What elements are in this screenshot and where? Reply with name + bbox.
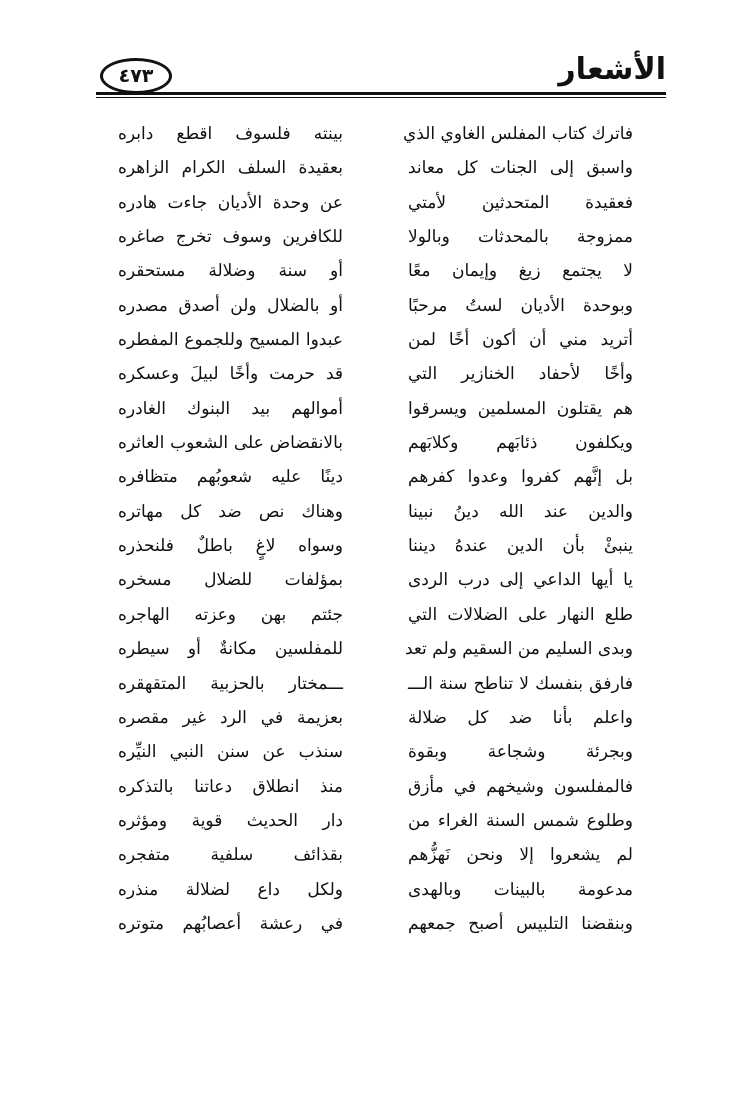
header-rule-thin — [96, 97, 666, 98]
verse-second-hemistich: جئتم بهن وعزته الهاجره — [118, 604, 343, 625]
verse-line — [118, 153, 633, 187]
verse-line — [118, 909, 633, 943]
verse-first-hemistich: هم يقتلون المسلمين ويسرقوا — [408, 398, 633, 419]
verse-second-hemistich: عن وحدة الأديان جاءت هادره — [118, 192, 343, 213]
verse-first-hemistich: وبجرئة وشجاعة وبقوة — [408, 742, 633, 763]
verse-first-hemistich: واعلم بأنا ضد كل ضلالة — [408, 707, 633, 728]
verse-line — [118, 531, 633, 565]
verse-second-hemistich: وهناك نص ضد كل مهاتره — [118, 501, 343, 522]
verse-second-hemistich: للكافرين وسوف تخرج صاغره — [118, 227, 343, 248]
verse-first-hemistich: بل إنَّهم كفروا وعدوا كفرهم — [408, 467, 633, 488]
verse-first-hemistich: وأخًا لأحفاد الخنازير التي — [408, 364, 633, 385]
verse-second-hemistich: دار الحديث قوية ومؤثره — [118, 810, 343, 831]
header-rule-thick — [96, 92, 666, 95]
chapter-title: الأشعار — [558, 52, 666, 87]
verse-first-hemistich: وبوحدة الأديان لستُ مرحبًا — [408, 295, 633, 316]
verse-second-hemistich: ـــمختار بالحزبية المتقهقره — [118, 673, 343, 694]
verse-line — [118, 737, 633, 771]
verse-line — [118, 359, 633, 393]
verse-line — [118, 634, 633, 668]
verse-first-hemistich: لم يشعروا إلا ونحن نَهزُّهم — [408, 845, 633, 866]
verse-line — [118, 428, 633, 462]
verse-first-hemistich: والدين عند الله دينُ نبينا — [408, 501, 633, 522]
verse-first-hemistich: واسبق إلى الجنات كل معاند — [408, 158, 633, 179]
verse-second-hemistich: سنذب عن سنن النبي النيِّره — [118, 742, 343, 763]
verse-line — [118, 703, 633, 737]
verse-first-hemistich: مدعومة بالبينات وبالهدى — [408, 879, 633, 900]
verse-first-hemistich: لا يجتمع زيغ وإيمان معًا — [408, 261, 633, 282]
verse-first-hemistich: وبنقضنا التلبيس أصبح جمعهم — [408, 913, 633, 934]
verse-second-hemistich: ولكل داع لضلالة منذره — [118, 879, 343, 900]
verse-first-hemistich: وطلوع شمس السنة الغراء من — [408, 810, 633, 831]
verse-line — [118, 565, 633, 599]
verse-line — [118, 875, 633, 909]
verse-line — [118, 669, 633, 703]
verse-second-hemistich: بعقيدة السلف الكرام الزاهره — [118, 158, 343, 179]
verse-second-hemistich: في رعشة أعصابُهم متوتره — [118, 913, 343, 934]
verse-first-hemistich: فاترك كتاب المفلس الغاوي الذي — [402, 124, 633, 144]
verse-first-hemistich: ممزوجة بالمحدثات وبالولا — [408, 227, 633, 248]
verse-line — [118, 256, 633, 290]
verse-line — [118, 291, 633, 325]
verse-first-hemistich: فعقيدة المتحدثين لأمتي — [408, 192, 633, 213]
verse-second-hemistich: بمؤلفات للضلال مسخره — [118, 570, 343, 591]
verse-second-hemistich: دينًا عليه شعوبُهم متظافره — [118, 467, 343, 488]
verse-second-hemistich: قد حرمت وأخًا لبيلَ وعسكره — [118, 364, 343, 385]
verse-second-hemistich: بالانقضاض على الشعوب العاثره — [118, 433, 343, 454]
page-number: ٤٧٣ — [118, 65, 154, 87]
verse-line — [118, 840, 633, 874]
verse-line — [118, 600, 633, 634]
verse-line — [118, 325, 633, 359]
verse-line — [118, 497, 633, 531]
verse-first-hemistich: أتريد مني أن أكون أخًا لمن — [408, 330, 633, 351]
verse-second-hemistich: بقذائف سلفية متفجره — [118, 845, 343, 866]
verse-line — [118, 772, 633, 806]
verse-line — [118, 188, 633, 222]
verse-first-hemistich: فارفق بنفسك لا تناطح سنة الـــ — [408, 673, 633, 694]
running-header — [96, 52, 666, 98]
verse-first-hemistich: ويكلفون ذئابَهم وكلابَهم — [408, 433, 633, 454]
verse-second-hemistich: بعزيمة في الرد غير مقصره — [118, 707, 343, 728]
verse-line — [118, 462, 633, 496]
verse-line — [118, 222, 633, 256]
verse-second-hemistich: أموالهم بيد البنوك الغادره — [118, 398, 343, 419]
verse-first-hemistich: وبدى السليم من السقيم ولم تعد — [404, 639, 633, 660]
verse-line — [118, 119, 633, 153]
verse-first-hemistich: ينبئْ بأن الدين عندهُ ديننا — [408, 536, 633, 557]
verse-second-hemistich: منذ انطلاق دعاتنا بالتذكره — [118, 776, 343, 797]
verse-second-hemistich: وسواه لاغٍ باطلٌ فلنحذره — [118, 536, 343, 557]
verse-second-hemistich: للمفلسين مكانةٌ أو سيطره — [118, 639, 343, 660]
page-number-badge — [100, 58, 172, 94]
verse-second-hemistich: عبدوا المسيح وللجموع المفطره — [118, 330, 343, 351]
verse-first-hemistich: يا أيها الداعي إلى درب الردى — [408, 570, 633, 591]
verse-second-hemistich: أو سنة وضلالة مستحقره — [118, 261, 343, 282]
verse-first-hemistich: طلع النهار على الضلالات التي — [408, 604, 633, 625]
verse-line — [118, 806, 633, 840]
verse-second-hemistich: أو بالضلال ولن أصدق مصدره — [118, 295, 343, 316]
verse-line — [118, 394, 633, 428]
poem-body — [118, 119, 633, 943]
verse-first-hemistich: فالمفلسون وشيخهم في مأزق — [408, 776, 633, 797]
verse-second-hemistich: بينته فلسوف اقطع دابره — [118, 124, 343, 144]
